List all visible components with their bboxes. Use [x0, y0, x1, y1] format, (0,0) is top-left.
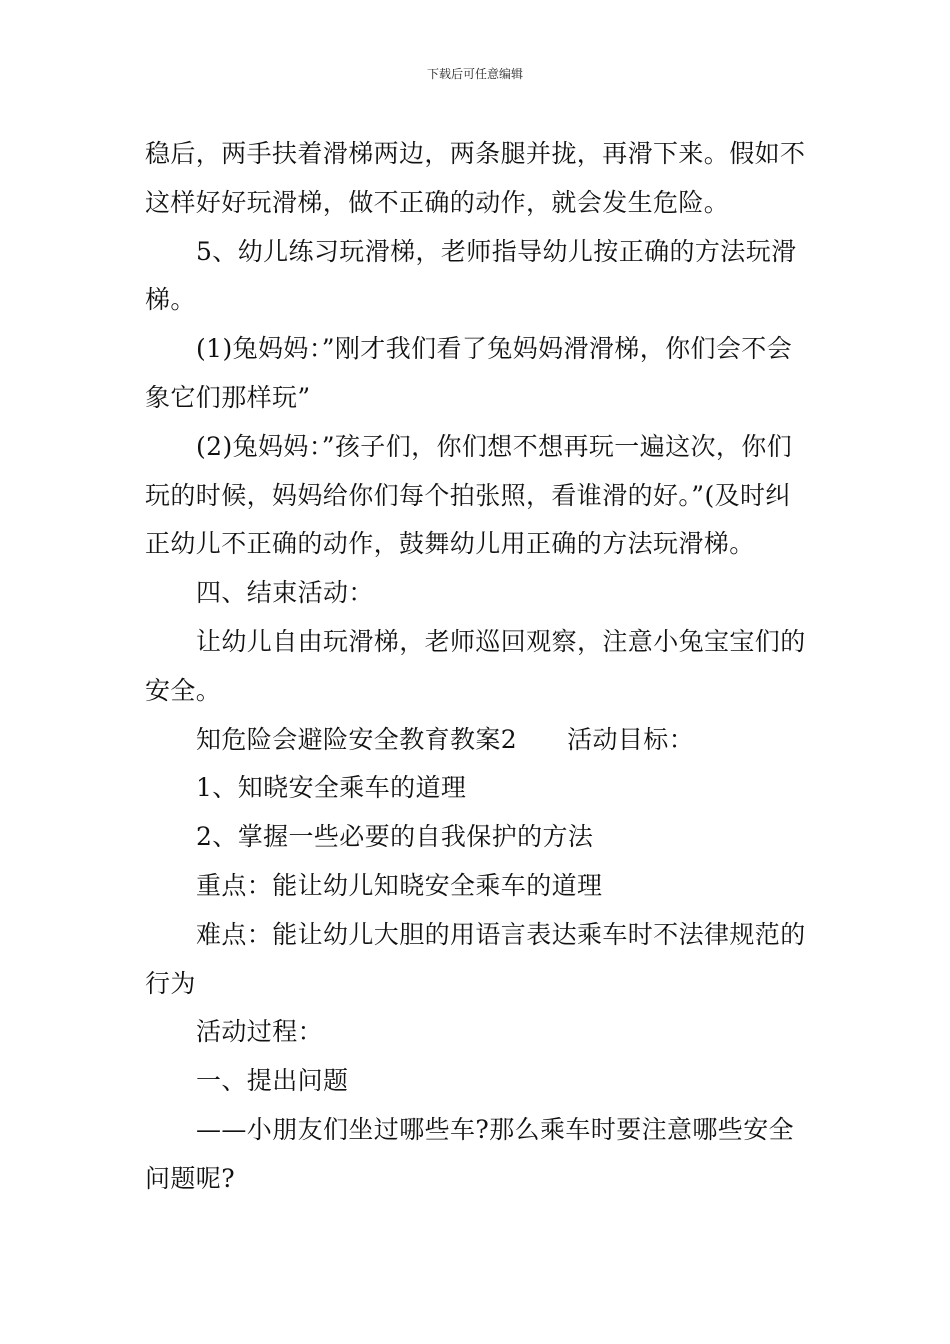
- page-header: 下载后可任意编辑: [426, 67, 523, 81]
- list-item: 2、掌握一些必要的自我保护的方法: [196, 822, 594, 852]
- lesson-title-line: [145, 716, 810, 765]
- objectives-label: 活动目标：: [567, 724, 695, 754]
- section-heading: 活动过程：: [196, 1017, 324, 1047]
- list-item: 1、知晓安全乘车的道理: [196, 773, 467, 803]
- paragraph: ——小朋友们坐过哪些车?那么乘车时要注意哪些安全问题呢?: [145, 1114, 795, 1193]
- section-heading: 四、结束活动：: [196, 578, 374, 608]
- difficulty-point: 难点：能让幼儿大胆的用语言表达乘车时不法律规范的行为: [145, 919, 806, 998]
- section-heading: 一、提出问题: [196, 1066, 349, 1096]
- paragraph: (1)兔妈妈：”刚才我们看了兔妈妈滑滑梯，你们会不会象它们那样玩”: [145, 334, 793, 412]
- paragraph: 稳后，两手扶着滑梯两边，两条腿并拢，再滑下来。假如不这样好好玩滑梯，做不正确的动作，就会发生危险。: [145, 139, 806, 217]
- paragraph: 让幼儿自由玩滑梯，老师巡回观察，注意小兔宝宝们的安全。: [145, 626, 806, 705]
- paragraph: 5、幼儿练习玩滑梯，老师指导幼儿按正确的方法玩滑梯。: [145, 236, 797, 315]
- document-body: [145, 130, 810, 1204]
- paragraph: (2)兔妈妈：”孩子们，你们想不想再玩一遍这次，你们玩的时候，妈妈给你们每个拍张照，看谁滑的好。”(及时纠正幼儿不正确的动作，鼓舞幼儿用正确的方法玩滑梯。: [145, 431, 793, 559]
- key-point: 重点：能让幼儿知晓安全乘车的道理: [196, 870, 603, 900]
- lesson-title: 知危险会避险安全教育教案2: [196, 724, 518, 754]
